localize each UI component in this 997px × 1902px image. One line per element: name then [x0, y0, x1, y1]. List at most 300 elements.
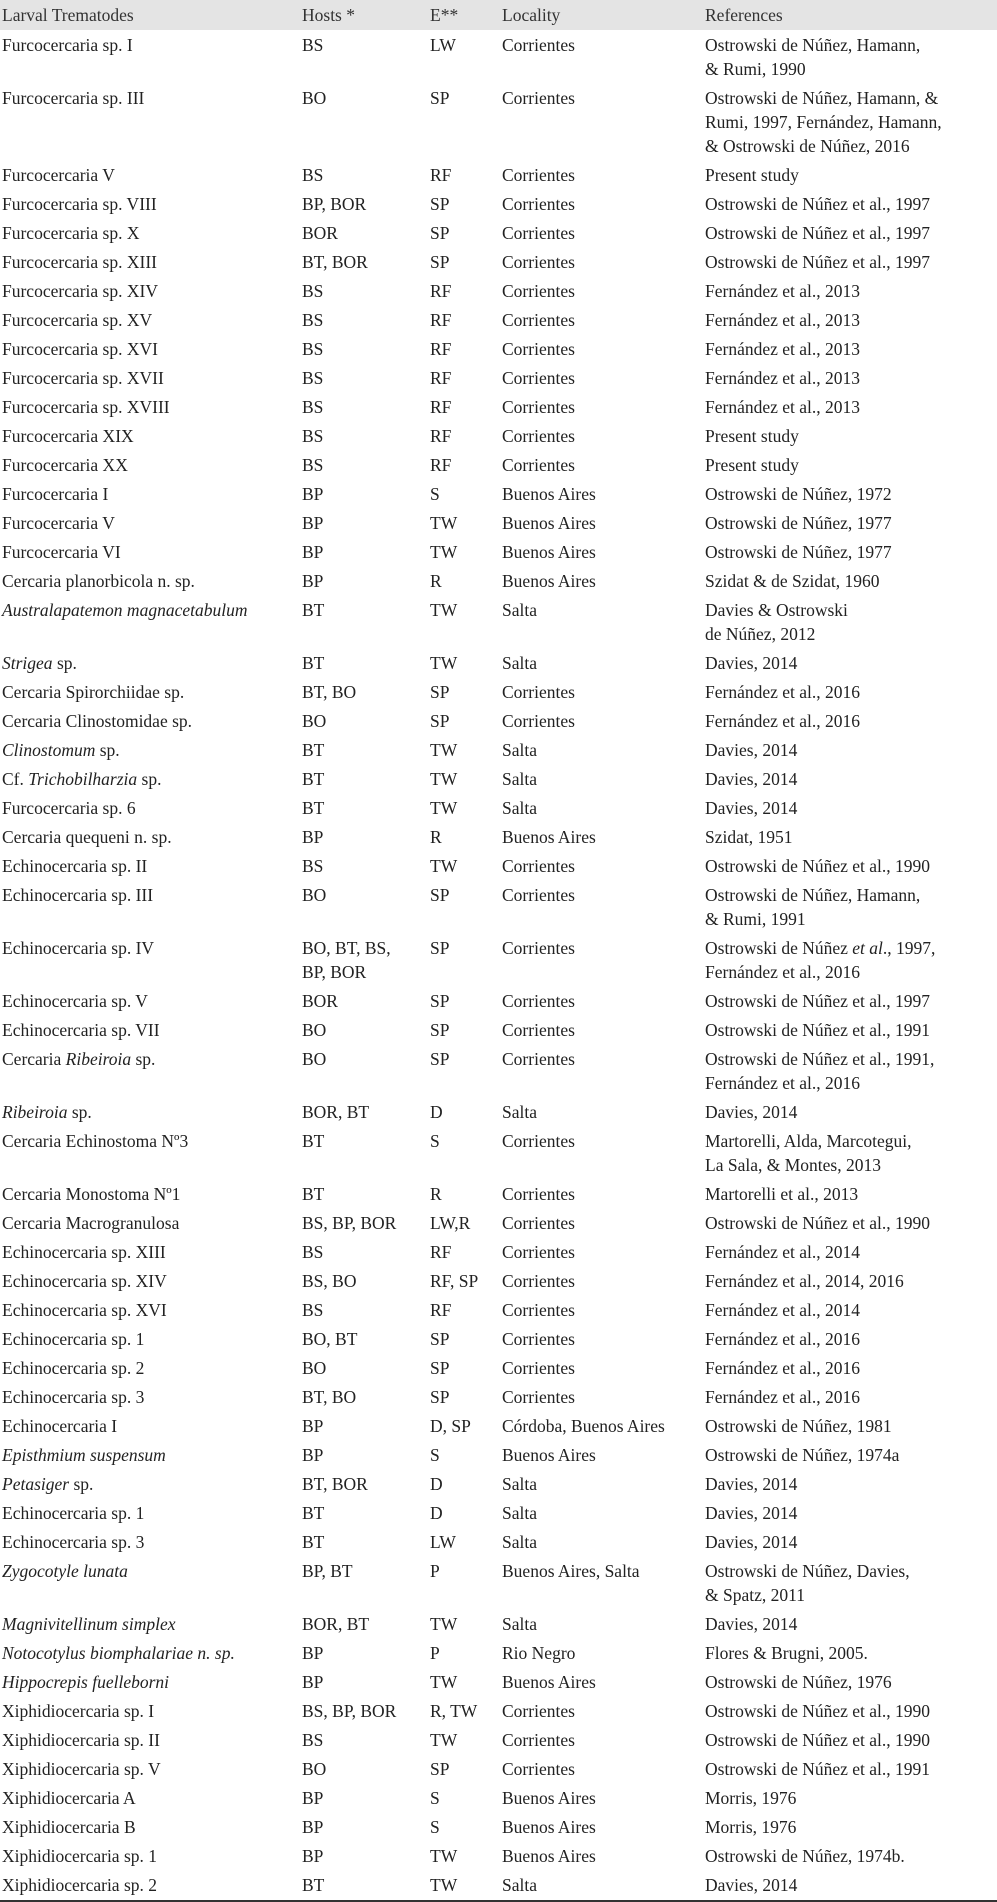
cell-line	[705, 1047, 997, 1071]
cell-line	[705, 1071, 997, 1095]
hosts-cell	[302, 1559, 430, 1607]
table-row	[0, 1667, 997, 1696]
references-cell	[705, 1298, 997, 1322]
host-line: BS	[302, 338, 324, 359]
cell-line	[2, 511, 302, 535]
text-segment: Cercaria	[2, 1048, 66, 1069]
trematode-name	[0, 163, 302, 187]
host-line: BP	[302, 1845, 324, 1866]
environment-cell: SP	[430, 1386, 450, 1407]
locality-cell: Buenos Aires	[502, 1787, 596, 1808]
locality-cell: Corrientes	[502, 425, 575, 446]
cell-line	[2, 1815, 302, 1839]
locality-cell: Corrientes	[502, 937, 575, 958]
text-segment: Xiphidiocercaria sp. 1	[2, 1845, 158, 1866]
environment-cell: SP	[430, 193, 450, 214]
cell-line	[2, 1327, 302, 1351]
hosts-cell	[302, 1728, 430, 1752]
references-cell	[705, 1018, 997, 1042]
environment-cell: R	[430, 1183, 442, 1204]
table-row	[0, 537, 997, 566]
text-segment: Ostrowski de Núñez, 1977	[705, 541, 892, 562]
italic-text: Ribeiroia	[65, 1048, 132, 1069]
text-segment: Echinocercaria sp. XVI	[2, 1299, 167, 1320]
hosts-cell	[302, 989, 430, 1013]
text-segment: Echinocercaria sp. 3	[2, 1386, 145, 1407]
trematode-name	[0, 250, 302, 274]
text-segment: Ostrowski de Núñez	[705, 937, 853, 958]
host-line: BS, BP, BOR	[302, 1212, 397, 1233]
italic-text: Petasiger	[2, 1473, 70, 1494]
table-row	[0, 1440, 997, 1469]
locality-cell: Buenos Aires	[502, 1816, 596, 1837]
environment-cell: RF	[430, 164, 452, 185]
cell-line	[705, 796, 997, 820]
locality-cell: Corrientes	[502, 1328, 575, 1349]
trematode-name	[0, 598, 302, 646]
trematode-name	[0, 1699, 302, 1723]
text-segment: Present study	[705, 164, 799, 185]
environment-cell: SP	[430, 710, 450, 731]
trematode-name	[0, 854, 302, 878]
hosts-cell	[302, 1530, 430, 1554]
cell-line	[705, 1327, 997, 1351]
text-segment: ., 1997,	[882, 937, 936, 958]
italic-text: et al	[852, 937, 883, 958]
table-row	[0, 1638, 997, 1667]
trematode-name	[0, 279, 302, 303]
locality-cell: Salta	[502, 1101, 537, 1122]
environment-cell: TW	[430, 512, 458, 533]
locality-cell: Corrientes	[502, 1130, 575, 1151]
cell-line	[2, 651, 302, 675]
trematode-name	[0, 453, 302, 477]
host-line: BS	[302, 855, 324, 876]
host-line: BP	[302, 541, 324, 562]
italic-text: Hippocrepis fuelleborni	[2, 1671, 170, 1692]
environment-cell: S	[430, 483, 440, 504]
locality-cell: Corrientes	[502, 990, 575, 1011]
table-row	[0, 1208, 997, 1237]
cell-line	[2, 883, 302, 907]
trematode-name	[0, 540, 302, 564]
cell-line	[2, 1356, 302, 1380]
trematode-name	[0, 1612, 302, 1636]
cell-line	[705, 1641, 997, 1665]
text-segment: Cercaria planorbicola n. sp.	[2, 570, 195, 591]
cell-line	[705, 424, 997, 448]
references-cell	[705, 1356, 997, 1380]
environment-cell: SP	[430, 222, 450, 243]
cell-line	[2, 680, 302, 704]
text-segment: Furcocercaria sp. XIV	[2, 280, 158, 301]
references-cell	[705, 1501, 997, 1525]
trematode-name	[0, 1443, 302, 1467]
cell-line	[2, 1211, 302, 1235]
text-segment: Echinocercaria sp. 1	[2, 1502, 145, 1523]
locality-cell: Salta	[502, 1874, 537, 1895]
trematode-name	[0, 1815, 302, 1839]
table-row	[0, 706, 997, 735]
text-segment: Fernández et al., 2014	[705, 1241, 861, 1262]
hosts-cell	[302, 1211, 430, 1235]
environment-cell: LW,R	[430, 1212, 471, 1233]
text-segment: Fernández et al., 2016	[705, 1357, 861, 1378]
trematode-name	[0, 221, 302, 245]
cell-line	[2, 540, 302, 564]
text-segment: & Rumi, 1991	[705, 908, 806, 929]
host-line: BS	[302, 1299, 324, 1320]
text-segment: Xiphidiocercaria sp. V	[2, 1758, 161, 1779]
hosts-cell	[302, 279, 430, 303]
hosts-cell	[302, 1240, 430, 1264]
locality-cell: Buenos Aires, Salta	[502, 1560, 640, 1581]
table-row	[0, 508, 997, 537]
references-cell	[705, 1641, 997, 1665]
references-cell	[705, 1211, 997, 1235]
table-row	[0, 1126, 997, 1179]
text-segment: Rumi, 1997, Fernández, Hamann,	[705, 111, 942, 132]
table-row	[0, 986, 997, 1015]
cell-line	[2, 569, 302, 593]
trematode-name	[0, 1501, 302, 1525]
cell-line	[705, 1298, 997, 1322]
host-line: BS	[302, 1729, 324, 1750]
host-line: BT, BOR	[302, 251, 368, 272]
host-line: BOR, BT	[302, 1101, 370, 1122]
table-row	[0, 1015, 997, 1044]
text-segment: Xiphidiocercaria sp. 2	[2, 1874, 158, 1895]
cell-line	[705, 221, 997, 245]
cell-line	[705, 366, 997, 390]
cell-line	[2, 192, 302, 216]
italic-text: Strigea	[2, 652, 53, 673]
text-segment: Ostrowski de Núñez, 1974b.	[705, 1845, 905, 1866]
references-cell	[705, 453, 997, 477]
table-row	[0, 566, 997, 595]
host-line: BP	[302, 1816, 324, 1837]
host-line: BT	[302, 1874, 325, 1895]
text-segment: & Spatz, 2011	[705, 1584, 805, 1605]
host-line: BS	[302, 34, 324, 55]
references-cell	[705, 482, 997, 506]
locality-cell: Corrientes	[502, 396, 575, 417]
host-line: BO	[302, 1019, 327, 1040]
table-row	[0, 1556, 997, 1609]
table-row	[0, 450, 997, 479]
text-segment: Fernández et al., 2013	[705, 367, 861, 388]
hosts-cell	[302, 1298, 430, 1322]
cell-line	[2, 854, 302, 878]
text-segment: Furcocercaria V	[2, 164, 115, 185]
table-row	[0, 276, 997, 305]
environment-cell: RF	[430, 280, 452, 301]
text-segment: Furcocercaria XX	[2, 454, 128, 475]
references-cell	[705, 1129, 997, 1177]
text-segment: Davies, 2014	[705, 768, 798, 789]
text-segment: Echinocercaria I	[2, 1415, 118, 1436]
locality-cell: Salta	[502, 652, 537, 673]
hosts-cell	[302, 767, 430, 791]
environment-cell: RF, SP	[430, 1270, 479, 1291]
locality-cell: Buenos Aires	[502, 1845, 596, 1866]
cell-line	[705, 453, 997, 477]
host-line: BS	[302, 280, 324, 301]
text-segment: Davies, 2014	[705, 1531, 798, 1552]
hosts-cell	[302, 1873, 430, 1897]
host-line: BO	[302, 87, 327, 108]
cell-line	[705, 308, 997, 332]
header-larval-trematodes: Larval Trematodes	[2, 5, 134, 25]
hosts-cell	[302, 936, 430, 984]
hosts-cell	[302, 1815, 430, 1839]
cell-line	[705, 936, 997, 960]
locality-cell: Corrientes	[502, 251, 575, 272]
locality-cell: Buenos Aires	[502, 483, 596, 504]
trematode-name	[0, 651, 302, 675]
cell-line	[705, 1583, 997, 1607]
cell-line	[705, 738, 997, 762]
host-line: BS	[302, 425, 324, 446]
text-segment: Fernández et al., 2016	[705, 1328, 861, 1349]
trematode-name	[0, 569, 302, 593]
table-row	[0, 880, 997, 933]
hosts-cell	[302, 569, 430, 593]
text-segment: Echinocercaria sp. VII	[2, 1019, 160, 1040]
locality-cell: Corrientes	[502, 1048, 575, 1069]
references-cell	[705, 1472, 997, 1496]
text-segment: Ostrowski de Núñez et al., 1997	[705, 222, 931, 243]
references-cell	[705, 936, 997, 984]
text-segment: Ostrowski de Núñez et al., 1990	[705, 1212, 931, 1233]
text-segment: Furcocercaria sp. I	[2, 34, 133, 55]
trematode-name	[0, 1240, 302, 1264]
text-segment: Cercaria quequeni n. sp.	[2, 826, 172, 847]
italic-text: Ribeiroia	[2, 1101, 68, 1122]
locality-cell: Corrientes	[502, 280, 575, 301]
text-segment: Furcocercaria VI	[2, 541, 121, 562]
environment-cell: TW	[430, 797, 458, 818]
text-segment: sp.	[67, 1101, 92, 1122]
trematode-name	[0, 796, 302, 820]
table-row	[0, 363, 997, 392]
cell-line	[2, 163, 302, 187]
references-cell	[705, 651, 997, 675]
text-segment: Furcocercaria sp. 6	[2, 797, 136, 818]
cell-line	[705, 1211, 997, 1235]
cell-line	[2, 738, 302, 762]
table-row	[0, 1179, 997, 1208]
table-row	[0, 392, 997, 421]
trematode-name	[0, 1047, 302, 1095]
cell-line	[705, 1269, 997, 1293]
italic-text: Zygocotyle lunata	[2, 1560, 128, 1581]
environment-cell: TW	[430, 652, 458, 673]
references-cell	[705, 540, 997, 564]
text-segment: Echinocercaria sp. 2	[2, 1357, 145, 1378]
locality-cell: Corrientes	[502, 34, 575, 55]
text-segment: Furcocercaria sp. XVIII	[2, 396, 170, 417]
references-cell	[705, 192, 997, 216]
trematode-name	[0, 989, 302, 1013]
cell-line	[705, 989, 997, 1013]
locality-cell: Buenos Aires	[502, 826, 596, 847]
text-segment: sp.	[95, 739, 120, 760]
hosts-cell	[302, 1443, 430, 1467]
references-cell	[705, 854, 997, 878]
text-segment: Cercaria Monostoma Nº1	[2, 1183, 181, 1204]
text-segment: Fernández et al., 2013	[705, 280, 861, 301]
trematode-name	[0, 1670, 302, 1694]
table-row	[0, 1266, 997, 1295]
environment-cell: SP	[430, 1019, 450, 1040]
locality-cell: Salta	[502, 797, 537, 818]
cell-line	[705, 854, 997, 878]
references-cell	[705, 1530, 997, 1554]
text-segment: Fernández et al., 2016	[705, 1072, 861, 1093]
text-segment: sp.	[69, 1473, 94, 1494]
text-segment: Furcocercaria sp. X	[2, 222, 140, 243]
references-cell	[705, 1414, 997, 1438]
hosts-cell	[302, 883, 430, 931]
environment-cell: RF	[430, 425, 452, 446]
environment-cell: RF	[430, 338, 452, 359]
cell-line	[705, 1356, 997, 1380]
trematode-name	[0, 1182, 302, 1206]
references-cell	[705, 738, 997, 762]
environment-cell: TW	[430, 1729, 458, 1750]
host-line: BO, BT, BS,	[302, 937, 391, 958]
trematode-name	[0, 1757, 302, 1781]
text-segment: Xiphidiocercaria sp. I	[2, 1700, 155, 1721]
italic-text: Magnivitellinum simplex	[2, 1613, 176, 1634]
environment-cell: TW	[430, 768, 458, 789]
references-cell	[705, 1240, 997, 1264]
cell-line	[705, 960, 997, 984]
table-row	[0, 83, 997, 160]
locality-cell: Buenos Aires	[502, 570, 596, 591]
references-cell	[705, 680, 997, 704]
host-line: BS	[302, 454, 324, 475]
environment-cell: SP	[430, 1357, 450, 1378]
cell-line	[2, 1844, 302, 1868]
text-segment: Davies, 2014	[705, 1874, 798, 1895]
table-row	[0, 1498, 997, 1527]
text-segment: Ostrowski de Núñez, Davies,	[705, 1560, 910, 1581]
text-segment: Ostrowski de Núñez, 1977	[705, 512, 892, 533]
cell-line	[2, 1699, 302, 1723]
host-line: BT	[302, 797, 325, 818]
table-row	[0, 1353, 997, 1382]
references-cell	[705, 1873, 997, 1897]
host-line: BP	[302, 570, 324, 591]
cell-line	[2, 308, 302, 332]
trematode-name	[0, 33, 302, 81]
cell-line	[705, 1670, 997, 1694]
references-cell	[705, 1385, 997, 1409]
cell-line	[705, 1240, 997, 1264]
hosts-cell	[302, 424, 430, 448]
cell-line	[2, 250, 302, 274]
environment-cell: SP	[430, 251, 450, 272]
text-segment: Furcocercaria sp. XIII	[2, 251, 157, 272]
table-row	[0, 1324, 997, 1353]
table-row	[0, 189, 997, 218]
host-line: BS, BP, BOR	[302, 1700, 397, 1721]
text-segment: Ostrowski de Núñez et al., 1997	[705, 251, 931, 272]
table-row	[0, 1469, 997, 1498]
environment-cell: LW	[430, 1531, 456, 1552]
cell-line	[2, 366, 302, 390]
text-segment: Ostrowski de Núñez, 1972	[705, 483, 892, 504]
text-segment: Ostrowski de Núñez et al., 1997	[705, 990, 931, 1011]
cell-line	[2, 33, 302, 57]
hosts-cell	[302, 1699, 430, 1723]
hosts-cell	[302, 1472, 430, 1496]
table-row	[0, 218, 997, 247]
references-cell	[705, 825, 997, 849]
cell-line	[2, 1443, 302, 1467]
italic-text: Trichobilharzia	[28, 768, 138, 789]
text-segment: Davies & Ostrowski	[705, 599, 848, 620]
text-segment: Echinocercaria sp. 1	[2, 1328, 145, 1349]
locality-cell: Corrientes	[502, 309, 575, 330]
locality-cell: Corrientes	[502, 338, 575, 359]
text-segment: Furcocercaria XIX	[2, 425, 134, 446]
hosts-cell	[302, 192, 430, 216]
header-locality: Locality	[502, 5, 561, 25]
cell-line	[705, 1100, 997, 1124]
references-cell	[705, 1670, 997, 1694]
references-cell	[705, 1100, 997, 1124]
locality-cell: Rio Negro	[502, 1642, 576, 1663]
text-segment: Echinocercaria sp. XIV	[2, 1270, 167, 1291]
table-row	[0, 677, 997, 706]
host-line: BO	[302, 1758, 327, 1779]
text-segment: Echinocercaria sp. III	[2, 884, 154, 905]
host-line: BP	[302, 826, 324, 847]
host-line: BS	[302, 367, 324, 388]
environment-cell: S	[430, 1444, 440, 1465]
italic-text: Notocotylus biomphalariae n. sp.	[2, 1642, 235, 1663]
cell-line	[705, 1815, 997, 1839]
references-cell	[705, 1443, 997, 1467]
text-segment: Davies, 2014	[705, 652, 798, 673]
host-line: BT	[302, 1502, 325, 1523]
references-cell	[705, 1786, 997, 1810]
hosts-cell	[302, 337, 430, 361]
trematode-name	[0, 738, 302, 762]
trematode-name	[0, 1844, 302, 1868]
trematode-name	[0, 1018, 302, 1042]
text-segment: Ostrowski de Núñez, 1976	[705, 1671, 892, 1692]
text-segment: Fernández et al., 2014	[705, 1299, 861, 1320]
environment-cell: R	[430, 826, 442, 847]
trematode-name	[0, 825, 302, 849]
references-cell	[705, 767, 997, 791]
locality-cell: Corrientes	[502, 681, 575, 702]
header-hosts: Hosts *	[302, 5, 355, 25]
cell-line	[705, 110, 997, 134]
references-cell	[705, 1728, 997, 1752]
locality-cell: Buenos Aires	[502, 541, 596, 562]
hosts-cell	[302, 1612, 430, 1636]
table-row	[0, 421, 997, 450]
hosts-cell	[302, 651, 430, 675]
hosts-cell	[302, 1641, 430, 1665]
trematode-name	[0, 883, 302, 931]
text-segment: Xiphidiocercaria sp. II	[2, 1729, 160, 1750]
